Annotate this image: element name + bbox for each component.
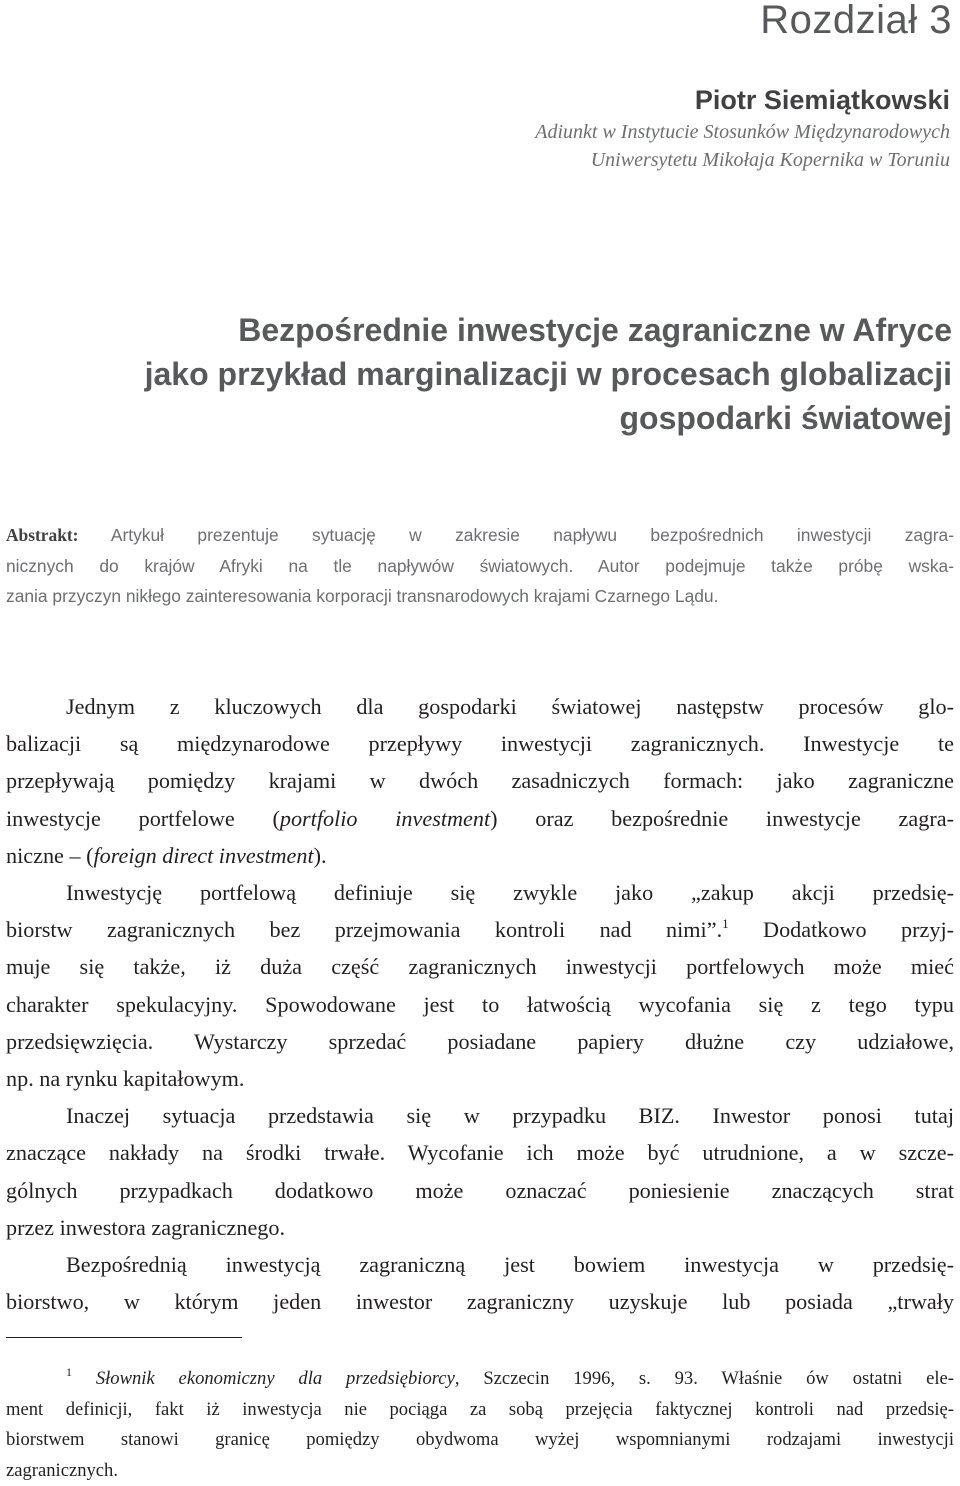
author-name: Piotr Siemiątkowski [694,85,950,115]
paragraph-2-line-3: muje się także, iż duża część zagranicznych inwestycji portfelowych może mieć [6,954,954,980]
footnote-line-1 [6,1364,954,1395]
paragraph-4-line-2: biorstwo, w którym jeden inwestor zagraniczny uzyskuje lub posiada „trwały [6,1289,954,1315]
paragraph-4-line-1: Bezpośrednią inwestycją zagraniczną jest bowiem inwestycja w przedsię- [66,1252,954,1278]
paragraph-2-line-6: np. na rynku kapitałowym. [6,1066,245,1092]
p1-l4-a: inwestycje portfelowe ( [6,805,280,831]
p2-l2-b: Dodatkowo przyj- [728,917,955,943]
article-title-line-2: jako przykład marginalizacji w procesach globalizacji [144,356,952,392]
abstract-text-1: Artykuł prezentuje sytuację w zakresie napływu bezpośrednich inwestycji zagra- [110,525,954,545]
article-title [2,308,952,440]
footnote-line-4: zagranicznych. [6,1459,119,1481]
footnote-ref-1[interactable]: 1 [722,916,729,932]
abstract-line-2: nicznych do krajów Afryki na tle napływów światowych. Autor podejmuje także próbę wska- [6,555,954,576]
abstract [6,520,954,612]
paragraph-1-line-2: balizacji są międzynarodowe przepływy inwestycji zagranicznych. Inwestycje te [6,731,954,757]
paragraph-3-line-1: Inaczej sytuacja przedstawia się w przypadku BIZ. Inwestor ponosi tutaj [66,1103,954,1129]
chapter-heading: Rozdział 3 [760,0,952,42]
footnote-number: 1 [66,1365,72,1379]
body-text [6,688,954,1320]
author-affiliation-line-1: Adiunkt w Instytucie Stosunków Międzynarodowych [535,121,950,143]
paragraph-3-line-2: znaczące nakłady na środki trwałe. Wycofanie ich może być utrudnione, a w szcze- [6,1140,954,1166]
author-affiliation-line-2: Uniwersytetu Mikołaja Kopernika w Toruniu [590,149,950,171]
paragraph-1-line-1: Jednym z kluczowych dla gospodarki światowej następstw procesów glo- [66,694,954,719]
paragraph-1-line-3: przepływają pomiędzy krajami w dwóch zasadniczych formach: jako zagraniczne [6,768,954,794]
abstract-label: Abstrakt: [6,525,79,545]
paragraph-1-line-5 [6,837,954,874]
abstract-line-1 [6,520,954,551]
abstract-line-3: zania przyczyn nikłego zainteresowania korporacji transnarodowych krajami Czarnego Lądu. [6,586,719,606]
paragraph-3-line-3: gólnych przypadkach dodatkowo może oznaczać poniesienie znaczących strat [6,1177,954,1203]
term-foreign-direct-investment: foreign direct investment [93,842,314,868]
footnote [6,1364,954,1486]
p2-l2-a: biorstw zagranicznych bez przejmowania kontroli nad nimi”. [6,917,723,943]
footnote-line-1-rest: , Szczecin 1996, s. 93. Właśnie ów ostatni ele- [454,1368,954,1389]
paragraph-2-line-5: przedsięwzięcia. Wystarczy sprzedać posiadane papiery dłużne czy udziałowe, [6,1028,954,1054]
footnote-source-title: Słownik ekonomiczny dla przedsiębiorcy [95,1368,455,1389]
author-block [250,82,950,174]
paragraph-2-line-1: Inwestycję portfelową definiuje się zwykle jako „zakup akcji przedsię- [66,880,954,906]
article-title-line-1: Bezpośrednie inwestycje zagraniczne w Afryce [238,312,952,348]
footnote-separator [6,1337,242,1338]
p1-l5-a: niczne – ( [6,842,94,868]
paragraph-3-line-4: przez inwestora zagranicznego. [6,1214,286,1240]
term-portfolio-investment: portfolio investment [279,805,491,831]
article-title-line-3: gospodarki światowej [619,400,952,436]
p1-l5-b: ). [313,842,327,868]
paragraph-2-line-2 [6,911,954,948]
footnote-line-2: ment definicji, fakt iż inwestycja nie pociąga za sobą przejęcia faktycznej kontroli nad przedsię- [6,1398,954,1420]
footnote-line-3: biorstwem stanowi granicę pomiędzy obydwoma wyżej wspomnianymi rodzajami inwestycji [6,1429,954,1450]
p1-l4-b: ) oraz bezpośrednie inwestycje zagra- [490,805,954,831]
paragraph-1-line-4 [6,800,954,837]
paragraph-2-line-4: charakter spekulacyjny. Spowodowane jest to łatwością wycofania się z tego typu [6,991,954,1017]
